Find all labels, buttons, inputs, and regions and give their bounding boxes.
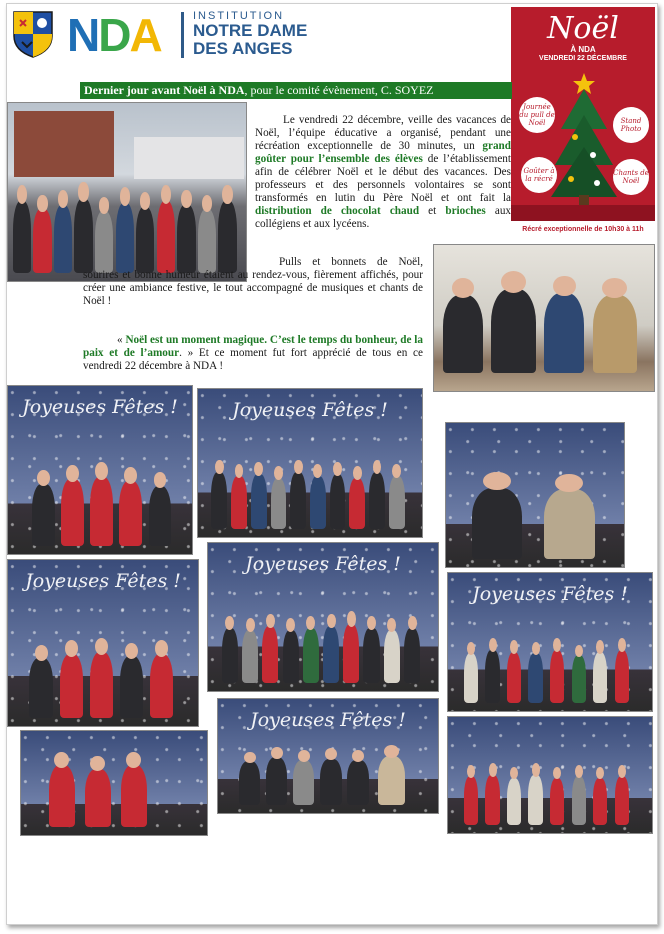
logo-letter-d: D — [98, 9, 130, 61]
photo-two-girls — [445, 422, 625, 568]
p1-part-g: aux collégiens et aux lycéens. — [255, 205, 512, 230]
photo-group-5 — [447, 572, 653, 712]
article-paragraph-2: Pulls et bonnets de Noël, sourires et bonne humeur étaient au rendez-vous, fièrement affichés, pour créer une ambiance festive, le tout accompagné de musiques et chants de Noël ! — [83, 256, 423, 307]
institution-line1: INSTITUTION — [193, 10, 285, 22]
nda-logo — [67, 9, 161, 61]
photo-caption: Joyeuses Fêtes ! — [472, 583, 628, 605]
christmas-poster — [511, 7, 655, 239]
p1-part-c: de l’établissement afin de célébrer Noël et le début des vacances. Des professeurs et des personnels volontaires se sont transformés en lutin du Père Noël et ont fait la — [255, 153, 511, 204]
quote-text: Noël est un moment magique. C’est le temps du bonheur, de la paix et de l’amour — [83, 334, 424, 359]
photo-caption: Joyeuses Fêtes ! — [245, 553, 401, 575]
christmas-tree-icon — [549, 67, 619, 207]
photo-staff-people — [443, 271, 645, 373]
photo-group-3 — [7, 559, 199, 727]
institution-name — [193, 10, 307, 58]
banner-byline: , pour le comité évènement, C. SOYEZ — [244, 83, 434, 97]
school-crest-icon — [12, 10, 54, 58]
poster-ornament-4: Chants de Noël — [613, 159, 649, 195]
logo-letter-n: N — [67, 9, 99, 61]
poster-ornament-3: Goûter à la récré — [521, 157, 557, 193]
photo-caption: Joyeuses Fêtes ! — [250, 709, 406, 731]
photo-courtyard — [7, 102, 247, 282]
p1-part-a: Le vendredi 22 décembre, veille des vacances de Noël, l’équipe éducative a organisé, pendant une récréation exceptionnelle de 30 minutes, un — [255, 114, 511, 152]
photo-caption: Joyeuses Fêtes ! — [232, 399, 388, 421]
p1-highlight-gouter: grand goûter pour l’ensemble des élèves — [255, 140, 511, 165]
photo-group-8 — [447, 716, 653, 834]
p1-part-e: et — [419, 205, 446, 217]
poster-subtitle-1: À NDA — [570, 45, 596, 54]
institution-line3: DES ANGES — [193, 39, 293, 58]
logo-divider — [181, 12, 184, 58]
poster-gifts — [511, 205, 655, 221]
poster-subtitle-2: VENDREDI 22 DÉCEMBRE — [539, 55, 627, 62]
photo-caption: Joyeuses Fêtes ! — [22, 396, 178, 418]
institution-line2: NOTRE DAME — [193, 21, 308, 40]
article-paragraph-1 — [255, 114, 511, 231]
poster-ornament-2: Stand Photo — [613, 107, 649, 143]
article-quote-paragraph — [83, 334, 423, 373]
photo-group-1 — [7, 385, 193, 555]
photo-caption: Joyeuses Fêtes ! — [25, 570, 181, 592]
photo-brick-building — [14, 111, 114, 177]
p1-highlight-brioches: brioches — [445, 205, 486, 217]
photo-group-6 — [20, 730, 208, 836]
quote-open: « — [117, 334, 126, 346]
newsletter-page — [6, 3, 658, 925]
photo-staff — [433, 244, 655, 392]
photo-group-2 — [197, 388, 423, 538]
logo-letter-a: A — [129, 9, 161, 61]
quote-close: . » Et ce moment fut fort apprécié de tous en ce vendredi 22 décembre à NDA ! — [83, 347, 423, 372]
p1-highlight-chocolat: distribution de chocolat chaud — [255, 205, 420, 217]
poster-footer: Récré exceptionnelle de 10h30 à 11h — [511, 221, 655, 239]
poster-title: Noël — [547, 11, 619, 46]
poster-ornament-1: Journée du pull de Noël — [519, 97, 555, 133]
article-banner — [80, 82, 512, 99]
banner-title: Dernier jour avant Noël à NDA — [84, 83, 245, 97]
photo-group-4 — [207, 542, 439, 692]
photo-group-7 — [217, 698, 439, 814]
